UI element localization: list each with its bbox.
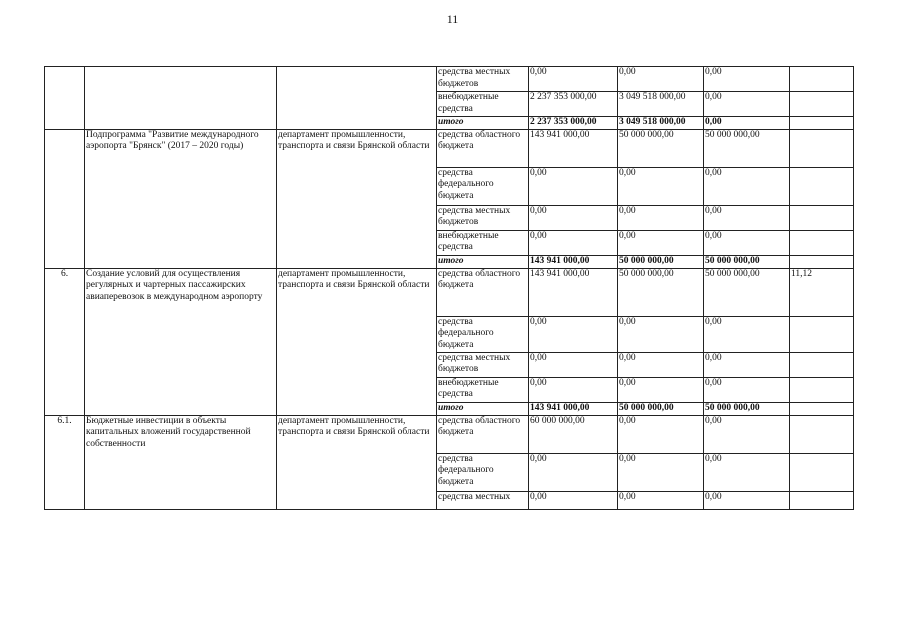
item-number-cell [45, 67, 85, 130]
funding-source-cell: средства областного бюджета [437, 415, 529, 453]
amount-2019-cell: 0,00 [618, 167, 704, 205]
amount-2019-cell: 0,00 [618, 352, 704, 377]
funding-source-cell: средства местных бюджетов [437, 352, 529, 377]
amount-2019-cell: 0,00 [618, 415, 704, 453]
amount-2018-cell: 0,00 [529, 491, 618, 509]
page-number: 11 [446, 12, 459, 26]
amount-2020-cell: 0,00 [704, 92, 790, 117]
indicator-ref-cell [790, 167, 854, 205]
amount-2018-cell: 143 941 000,00 [529, 129, 618, 167]
indicator-ref-cell [790, 67, 854, 92]
amount-2018-cell: 0,00 [529, 316, 618, 352]
amount-2020-cell: 0,00 [704, 453, 790, 491]
item-number-cell [45, 129, 85, 268]
amount-2020-cell: 50 000 000,00 [704, 129, 790, 167]
amount-2019-cell: 50 000 000,00 [618, 402, 704, 415]
amount-2018-cell: 60 000 000,00 [529, 415, 618, 453]
amount-2020-cell: 0,00 [704, 205, 790, 230]
item-name-cell: Создание условий для осуществления регулярных и чартерных пассажирских авиаперевозок в международном аэропорту [85, 268, 277, 415]
amount-2018-cell: 143 941 000,00 [529, 402, 618, 415]
amount-2020-cell: 50 000 000,00 [704, 402, 790, 415]
amount-2020-cell: 0,00 [704, 316, 790, 352]
amount-2019-cell: 50 000 000,00 [618, 255, 704, 268]
amount-2018-cell: 0,00 [529, 230, 618, 255]
indicator-ref-cell [790, 316, 854, 352]
funding-source-cell: средства местных [437, 491, 529, 509]
funding-source-cell: внебюджетные средства [437, 377, 529, 402]
indicator-ref-cell [790, 415, 854, 453]
amount-2018-cell: 143 941 000,00 [529, 255, 618, 268]
amount-2020-cell: 0,00 [704, 491, 790, 509]
funding-source-cell: итого [437, 402, 529, 415]
amount-2019-cell: 50 000 000,00 [618, 268, 704, 316]
indicator-ref-cell: 11,12 [790, 268, 854, 316]
table-row [45, 129, 854, 167]
amount-2019-cell: 0,00 [618, 230, 704, 255]
amount-2018-cell: 0,00 [529, 453, 618, 491]
amount-2018-cell: 143 941 000,00 [529, 268, 618, 316]
item-number-cell: 6.1. [45, 415, 85, 509]
responsible-dept-cell: департамент промышленности, транспорта и связи Брянской области [277, 268, 437, 415]
amount-2019-cell: 0,00 [618, 491, 704, 509]
table-row [45, 268, 854, 316]
indicator-ref-cell [790, 230, 854, 255]
responsible-dept-cell: департамент промышленности, транспорта и связи Брянской области [277, 129, 437, 268]
amount-2020-cell: 0,00 [704, 67, 790, 92]
amount-2019-cell: 0,00 [618, 67, 704, 92]
amount-2019-cell: 0,00 [618, 453, 704, 491]
funding-source-cell: средства федерального бюджета [437, 453, 529, 491]
amount-2020-cell: 0,00 [704, 352, 790, 377]
funding-source-cell: средства областного бюджета [437, 129, 529, 167]
responsible-dept-cell [277, 67, 437, 130]
funding-source-cell: итого [437, 117, 529, 130]
funding-source-cell: средства областного бюджета [437, 268, 529, 316]
indicator-ref-cell [790, 352, 854, 377]
funding-source-cell: средства федерального бюджета [437, 316, 529, 352]
item-name-cell: Бюджетные инвестиции в объекты капитальных вложений государственной собственности [85, 415, 277, 509]
amount-2020-cell: 0,00 [704, 377, 790, 402]
amount-2018-cell: 0,00 [529, 67, 618, 92]
amount-2018-cell: 0,00 [529, 205, 618, 230]
funding-source-cell: средства местных бюджетов [437, 67, 529, 92]
amount-2019-cell: 3 049 518 000,00 [618, 92, 704, 117]
indicator-ref-cell [790, 402, 854, 415]
amount-2019-cell: 3 049 518 000,00 [618, 117, 704, 130]
indicator-ref-cell [790, 453, 854, 491]
amount-2020-cell: 0,00 [704, 230, 790, 255]
indicator-ref-cell [790, 129, 854, 167]
item-name-cell: Подпрограмма "Развитие международного аэропорта "Брянск" (2017 – 2020 годы) [85, 129, 277, 268]
item-number-cell: 6. [45, 268, 85, 415]
amount-2019-cell: 0,00 [618, 316, 704, 352]
indicator-ref-cell [790, 92, 854, 117]
amount-2018-cell: 0,00 [529, 377, 618, 402]
table-row [45, 415, 854, 453]
amount-2018-cell: 0,00 [529, 167, 618, 205]
funding-source-cell: внебюджетные средства [437, 230, 529, 255]
indicator-ref-cell [790, 117, 854, 130]
amount-2019-cell: 0,00 [618, 205, 704, 230]
item-name-cell [85, 67, 277, 130]
amount-2018-cell: 2 237 353 000,00 [529, 117, 618, 130]
indicator-ref-cell [790, 377, 854, 402]
indicator-ref-cell [790, 205, 854, 230]
amount-2018-cell: 2 237 353 000,00 [529, 92, 618, 117]
funding-source-cell: итого [437, 255, 529, 268]
indicator-ref-cell [790, 255, 854, 268]
funding-source-cell: средства федерального бюджета [437, 167, 529, 205]
funding-source-cell: внебюджетные средства [437, 92, 529, 117]
indicator-ref-cell [790, 491, 854, 509]
amount-2020-cell: 50 000 000,00 [704, 268, 790, 316]
amount-2020-cell: 50 000 000,00 [704, 255, 790, 268]
table-row [45, 67, 854, 92]
amount-2020-cell: 0,00 [704, 117, 790, 130]
funding-source-cell: средства местных бюджетов [437, 205, 529, 230]
budget-table [44, 66, 854, 510]
amount-2018-cell: 0,00 [529, 352, 618, 377]
amount-2020-cell: 0,00 [704, 167, 790, 205]
responsible-dept-cell: департамент промышленности, транспорта и связи Брянской области [277, 415, 437, 509]
amount-2019-cell: 0,00 [618, 377, 704, 402]
amount-2019-cell: 50 000 000,00 [618, 129, 704, 167]
amount-2020-cell: 0,00 [704, 415, 790, 453]
